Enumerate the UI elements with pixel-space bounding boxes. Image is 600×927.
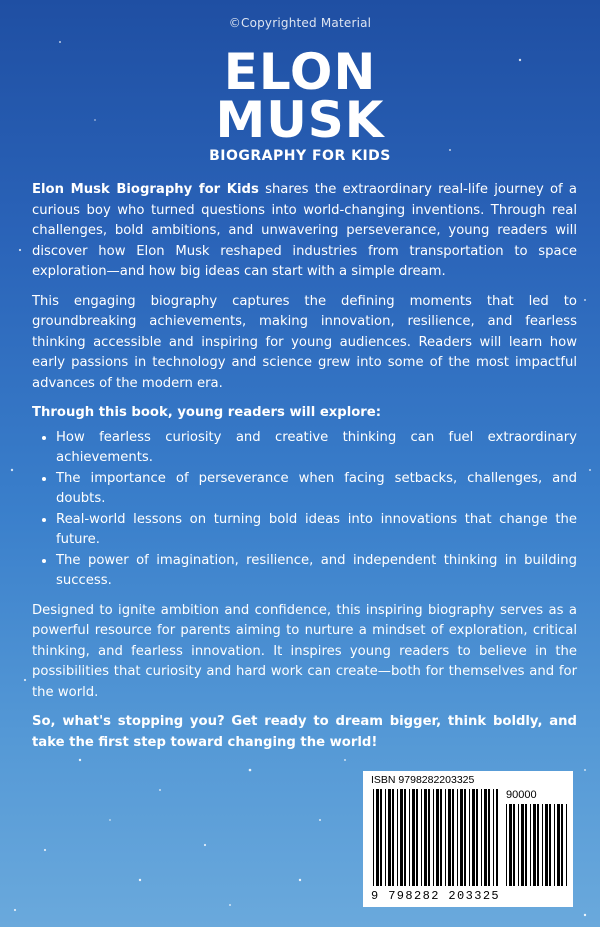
barcode-bar (518, 804, 519, 886)
barcode-bar (373, 789, 374, 886)
barcode-bar (530, 804, 531, 886)
title-line-1: ELON (223, 43, 377, 101)
barcode-bar (521, 804, 524, 886)
barcode-bar (549, 804, 551, 886)
barcode-bar (457, 789, 458, 886)
explore-list (32, 428, 577, 592)
barcode-bar (476, 789, 478, 886)
title-line-2: MUSK (215, 91, 385, 149)
barcode-bar (424, 789, 427, 886)
isbn-barcode-box (363, 771, 573, 907)
star (589, 469, 591, 471)
barcode-bar (428, 789, 430, 886)
barcode-bar (409, 789, 410, 886)
star (204, 844, 206, 846)
barcode-bar (433, 789, 434, 886)
barcode-bar (506, 804, 507, 886)
list-item: • The importance of perseverance when facing setbacks, challenges, and doubts. (56, 469, 577, 510)
barcode-bar (440, 789, 442, 886)
barcode-bar (436, 789, 439, 886)
list-item: • How fearless curiosity and creative thinking can fuel extraordinary achievements. (56, 428, 577, 469)
list-heading: Through this book, young readers will explore: (32, 405, 382, 420)
barcode-bar (452, 789, 454, 886)
barcode-bar (388, 789, 391, 886)
barcode-bar (380, 789, 382, 886)
barcode-bar (533, 804, 536, 886)
barcode-digits: 9 798282 203325 (371, 889, 501, 903)
paragraph-intro-text: shares the extraordinary real-life journey of a curious boy who turned questions into world-changing inventions. Through real challenges, bold ambitions, and unwavering perseverance, young readers will discover how Elon Musk reshaped industries from transportation to space exploration—and how big ideas can start with a simple dream. (32, 182, 577, 279)
list-item: • Real-world lessons on turning bold ideas into innovations that change the future. (56, 510, 577, 551)
star (319, 819, 321, 821)
subtitle: BIOGRAPHY FOR KIDS (209, 148, 391, 164)
barcode-bar (464, 789, 466, 886)
barcode-bar (554, 804, 555, 886)
price-code: 90000 (506, 789, 537, 801)
barcode-bar (412, 789, 415, 886)
barcode-bar (488, 789, 490, 886)
barcode-bar (509, 804, 512, 886)
star (229, 904, 231, 906)
barcode-bar (385, 789, 386, 886)
barcode-bar (397, 789, 398, 886)
title-block (0, 43, 600, 164)
paragraph-intro (32, 180, 577, 283)
barcode-bar (525, 804, 527, 886)
barcode-bar (400, 789, 403, 886)
barcode-bar (561, 804, 563, 886)
barcode-bar (392, 789, 394, 886)
barcode-bar (537, 804, 539, 886)
barcode-bar (513, 804, 515, 886)
star (584, 299, 586, 301)
barcode-bar (445, 789, 446, 886)
star (11, 469, 13, 471)
list-item: • The power of imagination, resilience, and independent thinking in building success. (56, 551, 577, 592)
barcode-bar (460, 789, 463, 886)
star (584, 914, 586, 916)
barcode-bar (496, 789, 498, 886)
star (249, 769, 252, 772)
star (24, 679, 26, 681)
star (44, 849, 46, 851)
closing-call-to-action: So, what's stopping you? Get ready to dream bigger, think boldly, and take the first step toward changing the world! (32, 714, 577, 750)
star (109, 819, 111, 821)
paragraph-capture: This engaging biography captures the defining moments that led to groundbreaking achievements, making innovation, resilience, and fearless thinking accessible and inspiring for young audiences. Readers will learn how early passions in technology and science grew into some of the most impactful advances of the modern era. (32, 293, 577, 391)
barcode-bar (472, 789, 475, 886)
isbn-label: ISBN 9798282203325 (371, 774, 475, 786)
barcode-bars (363, 771, 573, 907)
barcode-bar (421, 789, 422, 886)
barcode-bar (557, 804, 560, 886)
paragraph-designed: Designed to ignite ambition and confidence, this inspiring biography serves as a powerful resource for parents aiming to nurture a mindset of exploration, critical thinking, and fearless innovation. It inspires young readers to believe in the possibilities that curiosity and hard work can create—both for themselves and for the world. (32, 602, 577, 700)
barcode-bar (545, 804, 548, 886)
blurb-body (32, 180, 577, 762)
star (159, 789, 161, 791)
star (584, 769, 586, 771)
barcode-bar (481, 789, 482, 886)
barcode-bar (416, 789, 418, 886)
barcode-bar (376, 789, 379, 886)
star (139, 879, 141, 881)
copyright-watermark: ©Copyrighted Material (228, 16, 372, 30)
barcode-bar (493, 789, 494, 886)
star (19, 249, 21, 251)
barcode-bar (404, 789, 406, 886)
star (59, 41, 61, 43)
barcode-bar (484, 789, 487, 886)
book-title-inline: Elon Musk Biography for Kids (32, 182, 259, 197)
barcode-bar (469, 789, 470, 886)
barcode-bar (448, 789, 451, 886)
star (299, 879, 301, 881)
barcode-bar (542, 804, 543, 886)
barcode-bar (566, 804, 567, 886)
star (14, 909, 16, 911)
